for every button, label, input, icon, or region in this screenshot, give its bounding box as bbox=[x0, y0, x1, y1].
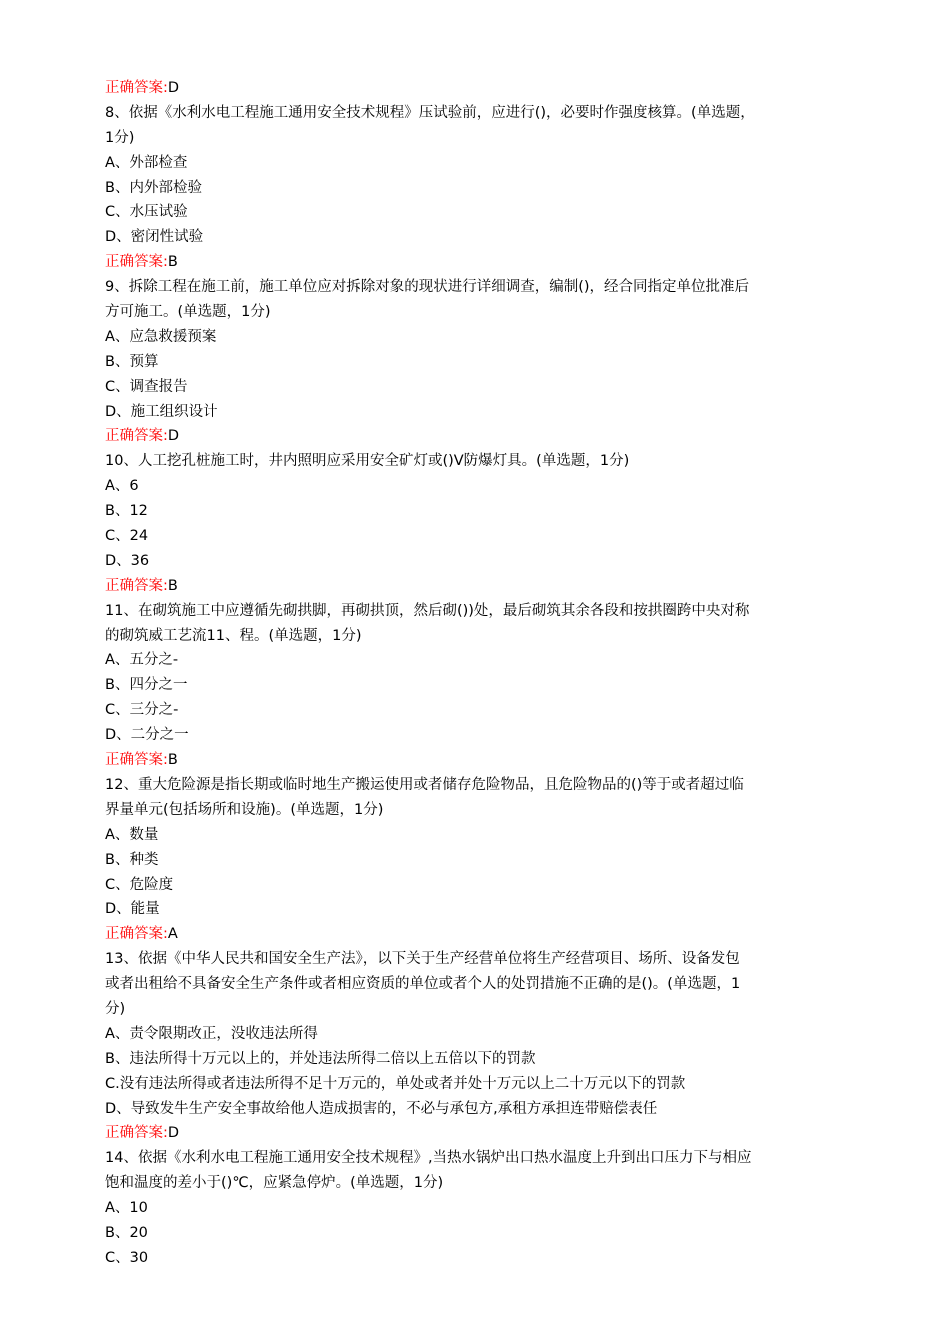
answer-option: D、能量 bbox=[105, 901, 160, 918]
answer-line bbox=[105, 748, 865, 773]
answer-option: A、数量 bbox=[105, 826, 159, 843]
question-stem-line: 8、依据《水利水电工程施工通用安全技术规程》压试验前，应进行()，必要时作强度核算。(单选题， bbox=[105, 104, 755, 121]
answer-option: B、违法所得十万元以上的，并处违法所得二倍以上五倍以下的罚款 bbox=[105, 1050, 536, 1067]
question-stem-line: 分) bbox=[105, 1000, 126, 1017]
answer-value: A bbox=[167, 926, 178, 943]
question-stem-line: 饱和温度的差小于()℃，应紧急停炉。(单选题，1分) bbox=[105, 1175, 444, 1192]
answer-option: C、30 bbox=[105, 1249, 149, 1266]
question-stem-line: 13、依据《中华人民共和国安全生产法》，以下关于生产经营单位将生产经营项目、场所、设备发包 bbox=[105, 951, 740, 968]
question-stem-line: 的砌筑威工艺流11、程。(单选题，1分) bbox=[105, 627, 362, 644]
answer-label: 正确答案: bbox=[105, 428, 168, 445]
answer-line bbox=[105, 922, 865, 947]
answer-option: C.没有违法所得或者违法所得不足十万元的，单处或者并处十万元以上二十万元以下的罚款 bbox=[105, 1075, 686, 1092]
answer-value: D bbox=[167, 428, 180, 445]
document-page bbox=[105, 76, 865, 1271]
question-stem-line: 或者出租给不具备安全生产条件或者相应资质的单位或者个人的处罚措施不正确的是()。(单选题，1 bbox=[105, 976, 741, 993]
question-stem-line: 10、人工挖孔桩施工时，井内照明应采用安全矿灯或()V防爆灯具。(单选题，1分) bbox=[105, 453, 630, 470]
answer-line bbox=[105, 76, 865, 101]
answer-option: A、责令限期改正，没收违法所得 bbox=[105, 1025, 318, 1042]
answer-value: B bbox=[167, 254, 178, 271]
answer-option: B、四分之一 bbox=[105, 677, 188, 694]
answer-value: B bbox=[167, 577, 178, 594]
answer-option: D、二分之一 bbox=[105, 727, 189, 744]
answer-value: D bbox=[167, 1125, 180, 1142]
answer-option: B、种类 bbox=[105, 851, 159, 868]
question-stem-line: 11、在砌筑施工中应遵循先砌拱脚，再砌拱顶，然后砌())处，最后砌筑其余各段和按拱圈跨中央对称 bbox=[105, 602, 750, 619]
answer-line bbox=[105, 1121, 865, 1146]
answer-option: C、危险度 bbox=[105, 876, 174, 893]
answer-option: D、密闭性试验 bbox=[105, 229, 204, 246]
answer-option: B、预算 bbox=[105, 353, 159, 370]
answer-option: A、应急救援预案 bbox=[105, 328, 217, 345]
answer-option: C、调查报告 bbox=[105, 378, 188, 395]
answer-value: D bbox=[167, 80, 180, 96]
question-stem-line: 1分) bbox=[105, 129, 135, 146]
answer-label: 正确答案: bbox=[105, 752, 168, 769]
answer-label: 正确答案: bbox=[105, 80, 168, 96]
question-stem-line: 方可施工。(单选题，1分) bbox=[105, 304, 271, 321]
answer-option: C、24 bbox=[105, 528, 149, 545]
answer-line bbox=[105, 424, 865, 449]
answer-label: 正确答案: bbox=[105, 926, 168, 943]
answer-option: B、12 bbox=[105, 503, 148, 520]
answer-line bbox=[105, 574, 865, 599]
answer-label: 正确答案: bbox=[105, 577, 168, 594]
answer-option: D、导致发牛生产安全事故给他人造成损害的，不必与承包方,承租方承担连带赔偿表任 bbox=[105, 1100, 658, 1117]
question-stem-line: 14、依据《水利水电工程施工通用安全技术规程》,当热水锅炉出口热水温度上升到出口压力下与相应 bbox=[105, 1150, 752, 1167]
question-stem-line: 12、重大危险源是指长期或临时地生产搬运使用或者储存危险物品，且危险物品的()等于或者超过临 bbox=[105, 776, 744, 793]
answer-option: A、10 bbox=[105, 1200, 148, 1217]
answer-label: 正确答案: bbox=[105, 1125, 168, 1142]
answer-line bbox=[105, 250, 865, 275]
answer-option: A、五分之- bbox=[105, 652, 179, 669]
answer-option: B、内外部检验 bbox=[105, 179, 202, 196]
answer-label: 正确答案: bbox=[105, 254, 168, 271]
answer-option: C、水压试验 bbox=[105, 204, 188, 221]
answer-value: B bbox=[167, 752, 178, 769]
answer-option: B、20 bbox=[105, 1224, 148, 1241]
answer-option: A、外部检查 bbox=[105, 154, 188, 171]
answer-option: C、三分之- bbox=[105, 702, 179, 719]
question-stem-line: 9、拆除工程在施工前，施工单位应对拆除对象的现状进行详细调查，编制()，经合同指定单位批准后 bbox=[105, 279, 750, 296]
question-stem-line: 界量单元(包括场所和设施)。(单选题，1分) bbox=[105, 801, 384, 818]
answer-option: A、6 bbox=[105, 478, 139, 495]
answer-option: D、36 bbox=[105, 552, 150, 569]
answer-option: D、施工组织设计 bbox=[105, 403, 218, 420]
